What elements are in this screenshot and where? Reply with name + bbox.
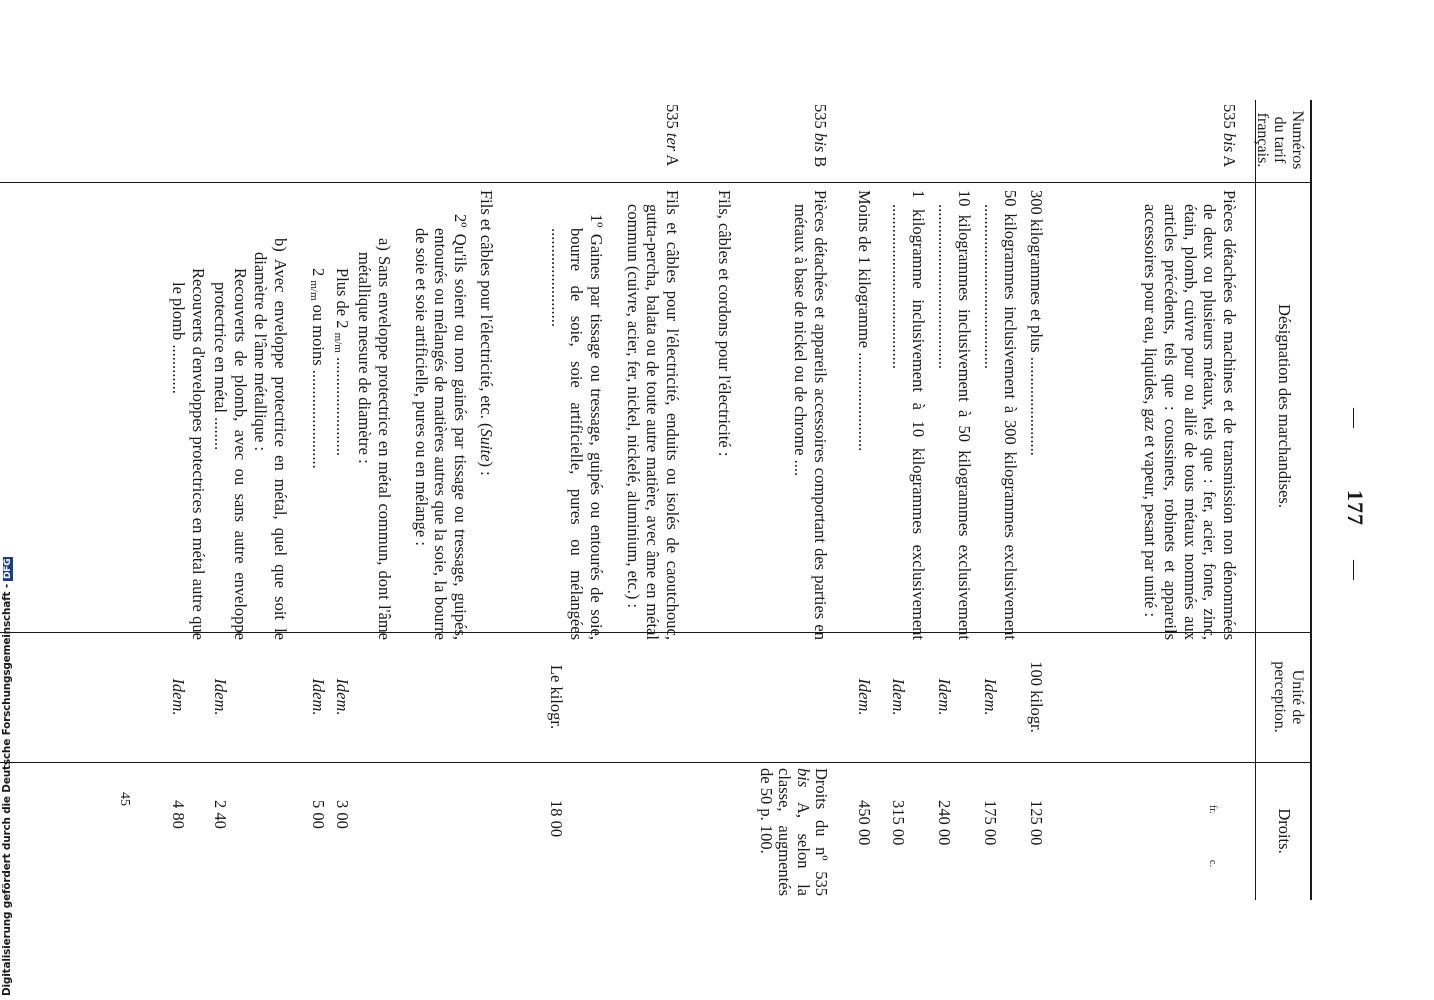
dfg-logo: DFG [3, 558, 13, 580]
header-numeros: Numéros du tarif français. [1253, 110, 1306, 170]
unit-cell: Idem. [981, 678, 1000, 716]
row-text: Fils et câbles pour l'électricité, etc. (Suite) : [477, 190, 496, 476]
currency-c: c. [1207, 860, 1218, 867]
duty-cell: Droits du nº 535 bis A, selon la classe, augmentés de 50 p. 100. [756, 768, 831, 896]
tariff-number: 535 bis A [1220, 104, 1239, 168]
row-text: Recouverts de plomb, avec ou sans autre enveloppe protectrice en métal ........ [211, 268, 250, 640]
row-text: b) Avec enveloppe protectrice en métal, quel que soit le diamètre de l'âme métallique : [251, 238, 290, 640]
duty-cell: 2 40 [211, 800, 230, 829]
digitization-credit [1, 558, 13, 996]
row-text: Pièces détachées et appareils accessoires comportant des parties en métaux à base de nickel ou de chrome .... [791, 190, 830, 640]
unit-cell: Idem. [889, 678, 908, 716]
currency-fr: fr. [1207, 805, 1218, 814]
unit-cell: Idem. [333, 678, 352, 716]
row-text: Fils, câbles et cordons pour l'électricité : [715, 190, 734, 457]
row-text: 50 kilogrammes inclusivement à 300 kilogrammes exclusivement ........................................ [981, 190, 1020, 640]
duty-cell: 5 00 [309, 800, 328, 829]
duty-cell: 3 00 [333, 800, 352, 829]
unit-cell: Idem. [211, 678, 230, 716]
duty-cell: 18 00 [547, 800, 566, 838]
row-text: 1 kilogramme inclusivement à 10 kilogrammes exclusivement ........................................ [889, 190, 928, 640]
header-droits: Droits. [1275, 808, 1294, 854]
header-unite: Unité de perception. [1271, 661, 1306, 733]
duty-cell: 240 00 [935, 800, 954, 846]
unit-cell: Idem. [309, 678, 328, 716]
header-dash-right: — [1344, 560, 1366, 580]
header-dash-left: — [1344, 408, 1366, 428]
table-top-rule [1310, 100, 1312, 900]
column-divider-numeros [0, 182, 1310, 183]
row-text: a) Sans enveloppe protectrice en métal commun, dont l'âme métallique mesure de diamètre : [355, 238, 394, 640]
duty-cell: 4 80 [169, 800, 188, 829]
unit-cell: Le kilogr. [547, 664, 566, 730]
row-text: 10 kilogrammes inclusivement à 50 kilogrammes exclusivement ........................................ [935, 190, 974, 640]
row-text: Pièces détachées de machines et de transmission non dénommées de deux ou plusieurs métaux, tels que : fer, acier, fonte, zinc, étain, plomb, cuivre pour ou allié de tous métaux nommés aux articles précédents, tels que : coussinets, robinets et appareils accessoires pour eau, liquides, gaz et vapeur, pesant par unité : [1141, 190, 1239, 640]
row-text: Moins de 1 kilogramme ........................ [855, 190, 874, 452]
page-number: 177 [1343, 490, 1368, 526]
tariff-number: 535 ter A [663, 104, 682, 167]
row-text: 1º Gaines par tissage ou tressage, guipés ou entourés de soie, bourre de soie, soie artificielle, pures ou mélangées ........................ [547, 214, 606, 640]
duty-cell: 450 00 [855, 800, 874, 846]
row-text: 2º Qu'ils soient ou non gainés par tissage ou tressage, guipés, entourés ou mélangés de matières autres que la soie, la bourre de soie et soie artificielle, pures ou en mélange : [411, 214, 470, 640]
row-text: 300 kilogrammes et plus ........................ [1027, 190, 1046, 456]
row-text: Fils et câbles pour l'électricité, enduits ou isolés de caoutchouc, gutta-percha, balata ou de toute autre matière, avec âme en métal commun (cuivre, acier, fer, nickel, nickelé, aluminium, etc.) : [623, 190, 682, 640]
row-text: Recouverts d'enveloppes protectrices en métal autre que le plomb ............ [169, 268, 208, 640]
table-header-rule [1255, 100, 1256, 900]
tariff-number: 535 bis B [811, 104, 830, 168]
column-divider-unite [0, 762, 1310, 763]
unit-cell: Idem. [855, 678, 874, 716]
unit-cell: Idem. [169, 678, 188, 716]
header-designation: Désignation des marchandises. [1275, 304, 1294, 508]
unit-cell: 100 kilogr. [1027, 661, 1046, 733]
duty-cell: 315 00 [889, 800, 908, 846]
row-text: 2 m/m ou moins ........................ [308, 268, 328, 469]
row-text: Plus de 2 m/m ........................ [332, 268, 352, 456]
unit-cell: Idem. [935, 678, 954, 716]
duty-cell: 175 00 [981, 800, 1000, 846]
duty-cell: 125 00 [1027, 800, 1046, 846]
digitization-credit-text: Digitalisierung gefördert durch die Deutsche Forschungsgemeinschaft - [1, 584, 13, 996]
folio-number: 45 [117, 792, 132, 806]
